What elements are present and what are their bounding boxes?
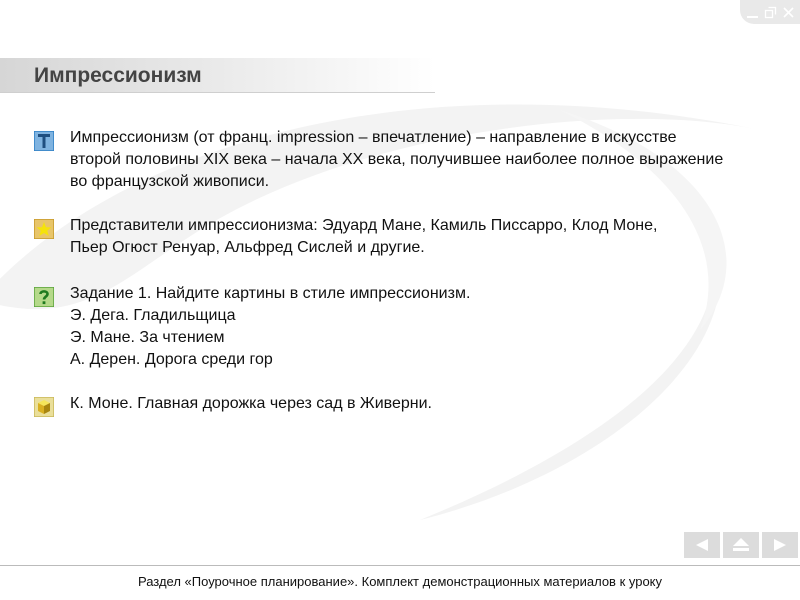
text-line: Представители импрессионизма: Эдуард Мане, Камиль Писсарро, Клод Моне, [70, 217, 658, 234]
content-item-definition [34, 127, 723, 193]
text-line: во французской живописи. [70, 173, 270, 190]
text-icon [34, 131, 54, 151]
arrow-right-icon [772, 538, 788, 552]
page-title: Импрессионизм [34, 64, 202, 87]
content-item-task [34, 283, 470, 371]
text-line: Э. Дега. Гладильщица [70, 307, 236, 324]
item-text [70, 393, 432, 417]
eject-icon [732, 537, 750, 553]
text-line: Импрессионизм (от франц. impression – впечатление) – направление в искусстве [70, 129, 677, 146]
restore-icon[interactable] [764, 6, 777, 19]
home-button[interactable] [723, 532, 759, 558]
footer-text: Раздел «Поурочное планирование». Комплект демонстрационных материалов к уроку [137, 574, 663, 589]
arrow-left-icon [694, 538, 710, 552]
navigation-buttons [684, 532, 798, 558]
prev-button[interactable] [684, 532, 720, 558]
text-line: Э. Мане. За чтением [70, 329, 225, 346]
star-icon [34, 219, 54, 239]
item-text [70, 283, 470, 371]
text-line: Задание 1. Найдите картины в стиле импрессионизм. [70, 285, 471, 302]
text-line: второй половины XIX века – начала XX века, получившее наиболее полное выражение [70, 151, 724, 168]
question-icon [34, 287, 54, 307]
footer-divider [0, 565, 800, 566]
text-line: А. Дерен. Дорога среди гор [70, 351, 273, 368]
minimize-icon[interactable] [746, 6, 759, 19]
item-text [70, 215, 657, 259]
window-controls [740, 0, 800, 24]
text-line: К. Моне. Главная дорожка через сад в Живерни. [70, 395, 432, 412]
content-item-representatives [34, 215, 657, 259]
close-icon[interactable] [782, 6, 795, 19]
text-line: Пьер Огюст Ренуар, Альфред Сислей и другие. [70, 239, 425, 256]
content-item-painting [34, 393, 432, 417]
item-text [70, 127, 723, 193]
next-button[interactable] [762, 532, 798, 558]
cube-icon [34, 397, 54, 417]
